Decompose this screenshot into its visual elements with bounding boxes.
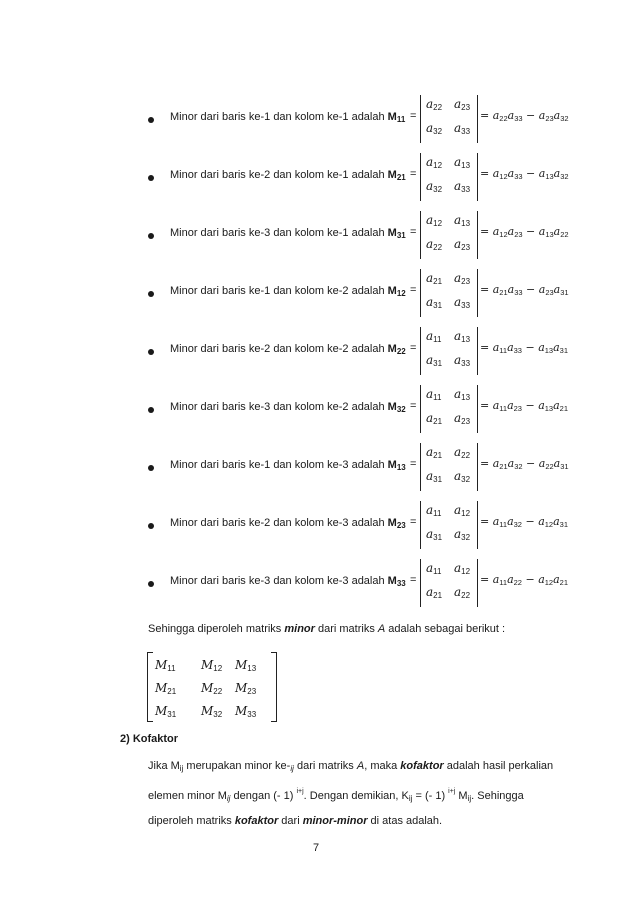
bullet-icon	[148, 581, 154, 587]
det-entry: a22	[426, 237, 443, 252]
det-entry: a21	[426, 445, 443, 460]
matrix-entry: M13	[235, 658, 257, 673]
minor-item	[0, 385, 638, 443]
bullet-icon	[148, 291, 154, 297]
det-entry: a13	[454, 213, 471, 228]
det-entry: a21	[426, 411, 443, 426]
bullet-icon	[148, 233, 154, 239]
det-entry: a12	[426, 155, 443, 170]
matrix-entry: M12	[201, 658, 223, 673]
minor-label: Minor dari baris ke-3 dan kolom ke-2 adalah M32	[170, 401, 406, 414]
det-entry: a11	[426, 387, 442, 402]
matrix-entry: M11	[155, 658, 176, 673]
minor-label: Minor dari baris ke-2 dan kolom ke-2 adalah M22	[170, 343, 406, 356]
minor-result: = a11a22 − a12a21	[480, 573, 569, 587]
matrix-entry: M22	[201, 681, 223, 696]
equals-sign: =	[410, 168, 417, 180]
minor-result: = a11a23 − a13a21	[480, 399, 569, 413]
page-number: 7	[313, 842, 320, 854]
bullet-icon	[148, 349, 154, 355]
determinant	[420, 211, 478, 259]
determinant	[420, 559, 478, 607]
equals-sign: =	[410, 458, 417, 470]
kofaktor-line-1: Jika $M_{ij}$ merupakan minor $ke-_{ij}$ dari matriks A, maka kofaktor adalah hasil perkalian	[148, 760, 554, 773]
minor-item	[0, 501, 638, 559]
summary-sentence: Sehingga diperoleh matriks minor dari matriks A adalah sebagai berikut :	[148, 623, 506, 635]
bullet-icon	[148, 465, 154, 471]
equals-sign: =	[410, 284, 417, 296]
determinant	[420, 385, 478, 433]
minor-label: Minor dari baris ke-2 dan kolom ke-3 adalah M23	[170, 517, 406, 530]
minor-item	[0, 95, 638, 153]
determinant	[420, 501, 478, 549]
det-entry: a23	[454, 237, 471, 252]
det-entry: a21	[426, 585, 443, 600]
equals-sign: =	[410, 400, 417, 412]
equals-sign: =	[410, 342, 417, 354]
minor-item	[0, 269, 638, 327]
determinant	[420, 443, 478, 491]
det-entry: a23	[454, 411, 471, 426]
minor-result: = a12a23 − a13a22	[480, 225, 569, 239]
det-entry: a32	[454, 527, 471, 542]
matrix-entry: M32	[201, 704, 223, 719]
minor-item	[0, 153, 638, 211]
matrix-left-bracket	[147, 652, 153, 722]
minor-item	[0, 443, 638, 501]
det-entry: a11	[426, 561, 442, 576]
det-entry: a32	[426, 179, 443, 194]
matrix-entry: M33	[235, 704, 257, 719]
matrix-entry: M23	[235, 681, 257, 696]
det-entry: a22	[454, 585, 471, 600]
minor-result: = a21a33 − a23a31	[480, 283, 569, 297]
det-entry: a22	[426, 97, 443, 112]
minor-label: Minor dari baris ke-1 dan kolom ke-2 adalah M12	[170, 285, 406, 298]
bullet-icon	[148, 407, 154, 413]
kofaktor-line-2: elemen minor $M_{ij}$ dengan (- 1) $^{i+j}$. Dengan demikian, $K_{ij}$ = (- 1) $^{i+j}$ $M_{ij}$. Sehingga	[148, 788, 524, 803]
det-entry: a33	[454, 353, 471, 368]
determinant	[420, 327, 478, 375]
matrix-right-bracket	[271, 652, 277, 722]
det-entry: a12	[454, 503, 471, 518]
determinant	[420, 153, 478, 201]
det-entry: a31	[426, 295, 443, 310]
section-heading-kofaktor: 2) Kofaktor	[120, 733, 179, 745]
minor-label: Minor dari baris ke-1 dan kolom ke-3 adalah M13	[170, 459, 406, 472]
det-entry: a11	[426, 329, 442, 344]
minor-label: Minor dari baris ke-3 dan kolom ke-3 adalah M33	[170, 575, 406, 588]
det-entry: a12	[426, 213, 443, 228]
matrix-entry: M31	[155, 704, 177, 719]
minor-label: Minor dari baris ke-3 dan kolom ke-1 adalah M31	[170, 227, 406, 240]
det-entry: a13	[454, 329, 471, 344]
minor-item	[0, 327, 638, 385]
minor-item	[0, 211, 638, 269]
det-entry: a12	[454, 561, 471, 576]
det-entry: a23	[454, 271, 471, 286]
det-entry: a32	[426, 121, 443, 136]
minor-matrix	[147, 652, 277, 722]
det-entry: a13	[454, 387, 471, 402]
minor-result: = a22a33 − a23a32	[480, 109, 569, 123]
determinant	[420, 95, 478, 143]
det-entry: a22	[454, 445, 471, 460]
minor-result: = a11a33 − a13a31	[480, 341, 569, 355]
det-entry: a33	[454, 295, 471, 310]
bullet-icon	[148, 523, 154, 529]
det-entry: a33	[454, 179, 471, 194]
equals-sign: =	[410, 574, 417, 586]
minor-item	[0, 559, 638, 617]
det-entry: a23	[454, 97, 471, 112]
det-entry: a31	[426, 353, 443, 368]
equals-sign: =	[410, 110, 417, 122]
minor-result: = a11a32 − a12a31	[480, 515, 569, 529]
minor-result: = a12a33 − a13a32	[480, 167, 569, 181]
det-entry: a33	[454, 121, 471, 136]
matrix-entry: M21	[155, 681, 177, 696]
equals-sign: =	[410, 516, 417, 528]
det-entry: a11	[426, 503, 442, 518]
det-entry: a32	[454, 469, 471, 484]
determinant	[420, 269, 478, 317]
det-entry: a31	[426, 469, 443, 484]
minor-result: = a21a32 − a22a31	[480, 457, 569, 471]
minor-label: Minor dari baris ke-1 dan kolom ke-1 adalah M11	[170, 111, 406, 124]
bullet-icon	[148, 175, 154, 181]
minor-label: Minor dari baris ke-2 dan kolom ke-1 adalah M21	[170, 169, 406, 182]
det-entry: a21	[426, 271, 443, 286]
equals-sign: =	[410, 226, 417, 238]
kofaktor-line-3: diperoleh matriks kofaktor dari minor-minor di atas adalah.	[148, 815, 443, 827]
det-entry: a31	[426, 527, 443, 542]
bullet-icon	[148, 117, 154, 123]
det-entry: a13	[454, 155, 471, 170]
